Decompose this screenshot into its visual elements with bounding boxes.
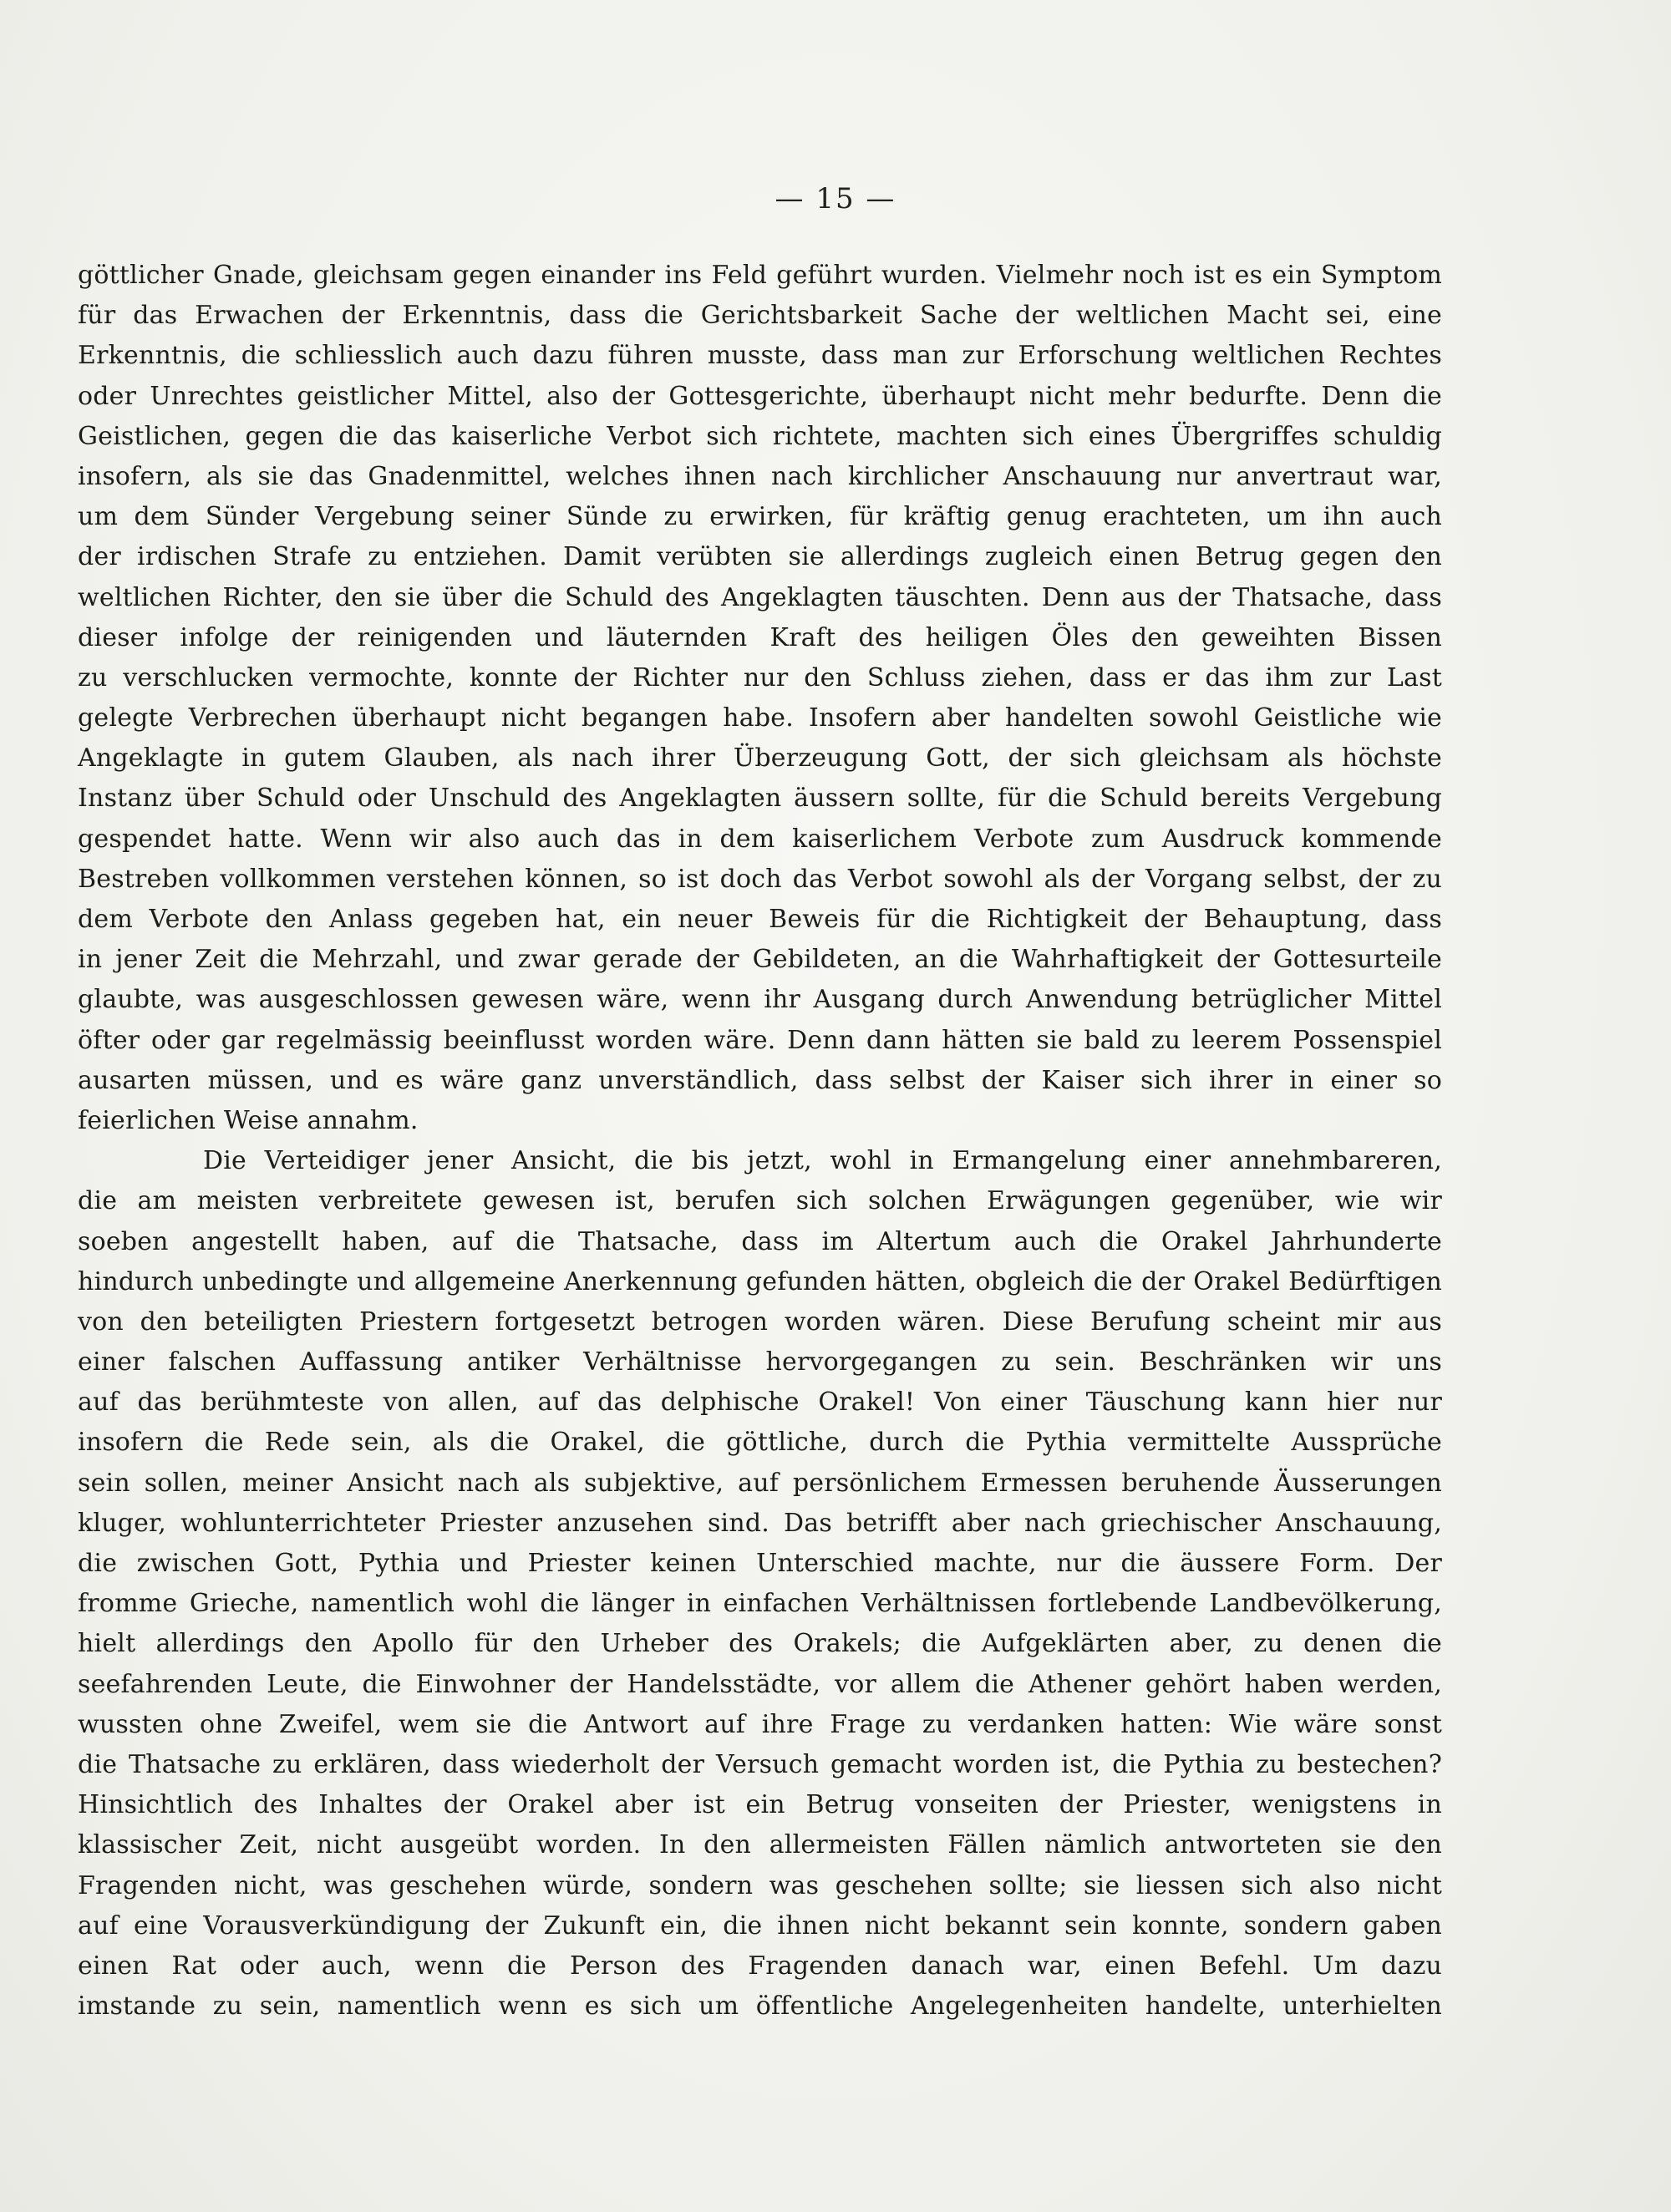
text-line: imstande zu sein, namentlich wenn es sich um öffentliche Angelegenheiten handelte, unterhielten (78, 1991, 1442, 2022)
text-line: ausarten müssen, und es wäre ganz unverständlich, dass selbst der Kaiser sich ihrer in einer so (78, 1065, 1442, 1095)
text-line: wussten ohne Zweifel, wem sie die Antwort auf ihre Frage zu verdanken hatten: Wie wäre sonst (78, 1709, 1442, 1739)
text-line: seefahrenden Leute, die Einwohner der Handelsstädte, vor allem die Athener gehört haben werden, (78, 1669, 1442, 1699)
text-line: hindurch unbedingte und allgemeine Anerkennung gefunden hätten, obgleich die der Orakel Bedürftigen (78, 1266, 1442, 1296)
text-line: Bestreben vollkommen verstehen können, so ist doch das Verbot sowohl als der Vorgang selbst, der zu (78, 864, 1442, 894)
text-line: sein sollen, meiner Ansicht nach als subjektive, auf persönlichem Ermessen beruhende Äusserungen (78, 1468, 1442, 1498)
text-line: um dem Sünder Vergebung seiner Sünde zu erwirken, für kräftig genug erachteten, um ihn auch (78, 502, 1442, 532)
text-line: Angeklagte in gutem Glauben, als nach ihrer Überzeugung Gott, der sich gleichsam als höchste (78, 743, 1442, 774)
text-line: göttlicher Gnade, gleichsam gegen einander ins Feld geführt wurden. Vielmehr noch ist es ein Symptom (78, 261, 1442, 290)
text-line: auf eine Vorausverkündigung der Zukunft ein, die ihnen nicht bekannt sein konnte, sondern gaben (78, 1910, 1442, 1941)
text-line: die Thatsache zu erklären, dass wiederholt der Versuch gemacht worden ist, die Pythia zu bestechen? (78, 1749, 1442, 1779)
body-text (78, 256, 1442, 2027)
text-line: insofern die Rede sein, als die Orakel, die göttliche, durch die Pythia vermittelte Aussprüche (78, 1428, 1442, 1458)
text-line: die zwischen Gott, Pythia und Priester keinen Unterschied machte, nur die äussere Form. Der (78, 1549, 1442, 1578)
text-line: dieser infolge der reinigenden und läuternden Kraft des heiligen Öles den geweihten Bissen (78, 622, 1442, 652)
text-line: gespendet hatte. Wenn wir also auch das in dem kaiserlichem Verbote zum Ausdruck kommende (78, 824, 1442, 854)
text-line: hielt allerdings den Apollo für den Urheber des Orakels; die Aufgeklärten aber, zu denen die (78, 1629, 1442, 1659)
text-line: Erkenntnis, die schliesslich auch dazu führen musste, dass man zur Erforschung weltlichen Rechtes (78, 341, 1442, 371)
text-line: für das Erwachen der Erkenntnis, dass die Gerichtsbarkeit Sache der weltlichen Macht sei, eine (78, 301, 1442, 331)
text-line: die am meisten verbreitete gewesen ist, berufen sich solchen Erwägungen gegenüber, wie wir (78, 1186, 1442, 1216)
text-line: oder Unrechtes geistlicher Mittel, also der Gottesgerichte, überhaupt nicht mehr bedurfte. Denn die (78, 381, 1442, 411)
text-line: feierlichen Weise annahm. (78, 1105, 419, 1135)
text-line: insofern, als sie das Gnadenmittel, welches ihnen nach kirchlicher Anschauung nur anvertraut war, (78, 461, 1442, 491)
text-line: zu verschlucken vermochte, konnte der Richter nur den Schluss ziehen, dass er das ihm zur Last (78, 662, 1442, 693)
text-line: soeben angestellt haben, auf die Thatsache, dass im Altertum auch die Orakel Jahrhunderte (78, 1226, 1442, 1256)
text-line: Hinsichtlich des Inhaltes der Orakel aber ist ein Betrug vonseiten der Priester, wenigstens in (78, 1790, 1442, 1820)
text-line: öfter oder gar regelmässig beeinflusst worden wäre. Denn dann hätten sie bald zu leerem Possenspiel (78, 1025, 1442, 1055)
page-number: — 15 — (775, 182, 896, 216)
text-line: kluger, wohlunterrichteter Priester anzusehen sind. Das betrifft aber nach griechischer Anschauung, (78, 1508, 1442, 1538)
text-line: einer falschen Auffassung antiker Verhältnisse hervorgegangen zu sein. Beschränken wir uns (78, 1347, 1442, 1377)
text-line: der irdischen Strafe zu entziehen. Damit verübten sie allerdings zugleich einen Betrug gegen den (78, 542, 1442, 572)
text-line: weltlichen Richter, den sie über die Schuld des Angeklagten täuschten. Denn aus der Thatsache, dass (78, 582, 1442, 612)
text-line: in jener Zeit die Mehrzahl, und zwar gerade der Gebildeten, an die Wahrhaftigkeit der Gottesurteile (78, 945, 1442, 975)
text-line: Geistlichen, gegen die das kaiserliche Verbot sich richtete, machten sich eines Übergriffes schuldig (78, 421, 1442, 451)
text-line: klassischer Zeit, nicht ausgeübt worden. In den allermeisten Fällen nämlich antworteten sie den (78, 1830, 1442, 1860)
text-line: gelegte Verbrechen überhaupt nicht begangen habe. Insofern aber handelten sowohl Geistliche wie (78, 703, 1442, 733)
text-line: Die Verteidiger jener Ansicht, die bis jetzt, wohl in Ermangelung einer annehmbareren, (203, 1146, 1442, 1176)
text-line: von den beteiligten Priestern fortgesetzt betrogen worden wären. Diese Berufung scheint mir aus (78, 1306, 1442, 1337)
text-line: fromme Grieche, namentlich wohl die länger in einfachen Verhältnissen fortlebende Landbevölkerung, (78, 1589, 1442, 1619)
text-line: glaubte, was ausgeschlossen gewesen wäre, wenn ihr Ausgang durch Anwendung betrüglicher Mittel (78, 985, 1442, 1015)
text-line: dem Verbote den Anlass gegeben hat, ein neuer Beweis für die Richtigkeit der Behauptung, dass (78, 905, 1442, 934)
text-line: Instanz über Schuld oder Unschuld des Angeklagten äussern sollte, für die Schuld bereits Vergebung (78, 784, 1442, 814)
text-line: einen Rat oder auch, wenn die Person des Fragenden danach war, einen Befehl. Um dazu (78, 1951, 1442, 1981)
text-line: Fragenden nicht, was geschehen würde, sondern was geschehen sollte; sie liessen sich also nicht (78, 1870, 1442, 1900)
text-line: auf das berühmteste von allen, auf das delphische Orakel! Von einer Täuschung kann hier nur (78, 1388, 1442, 1418)
